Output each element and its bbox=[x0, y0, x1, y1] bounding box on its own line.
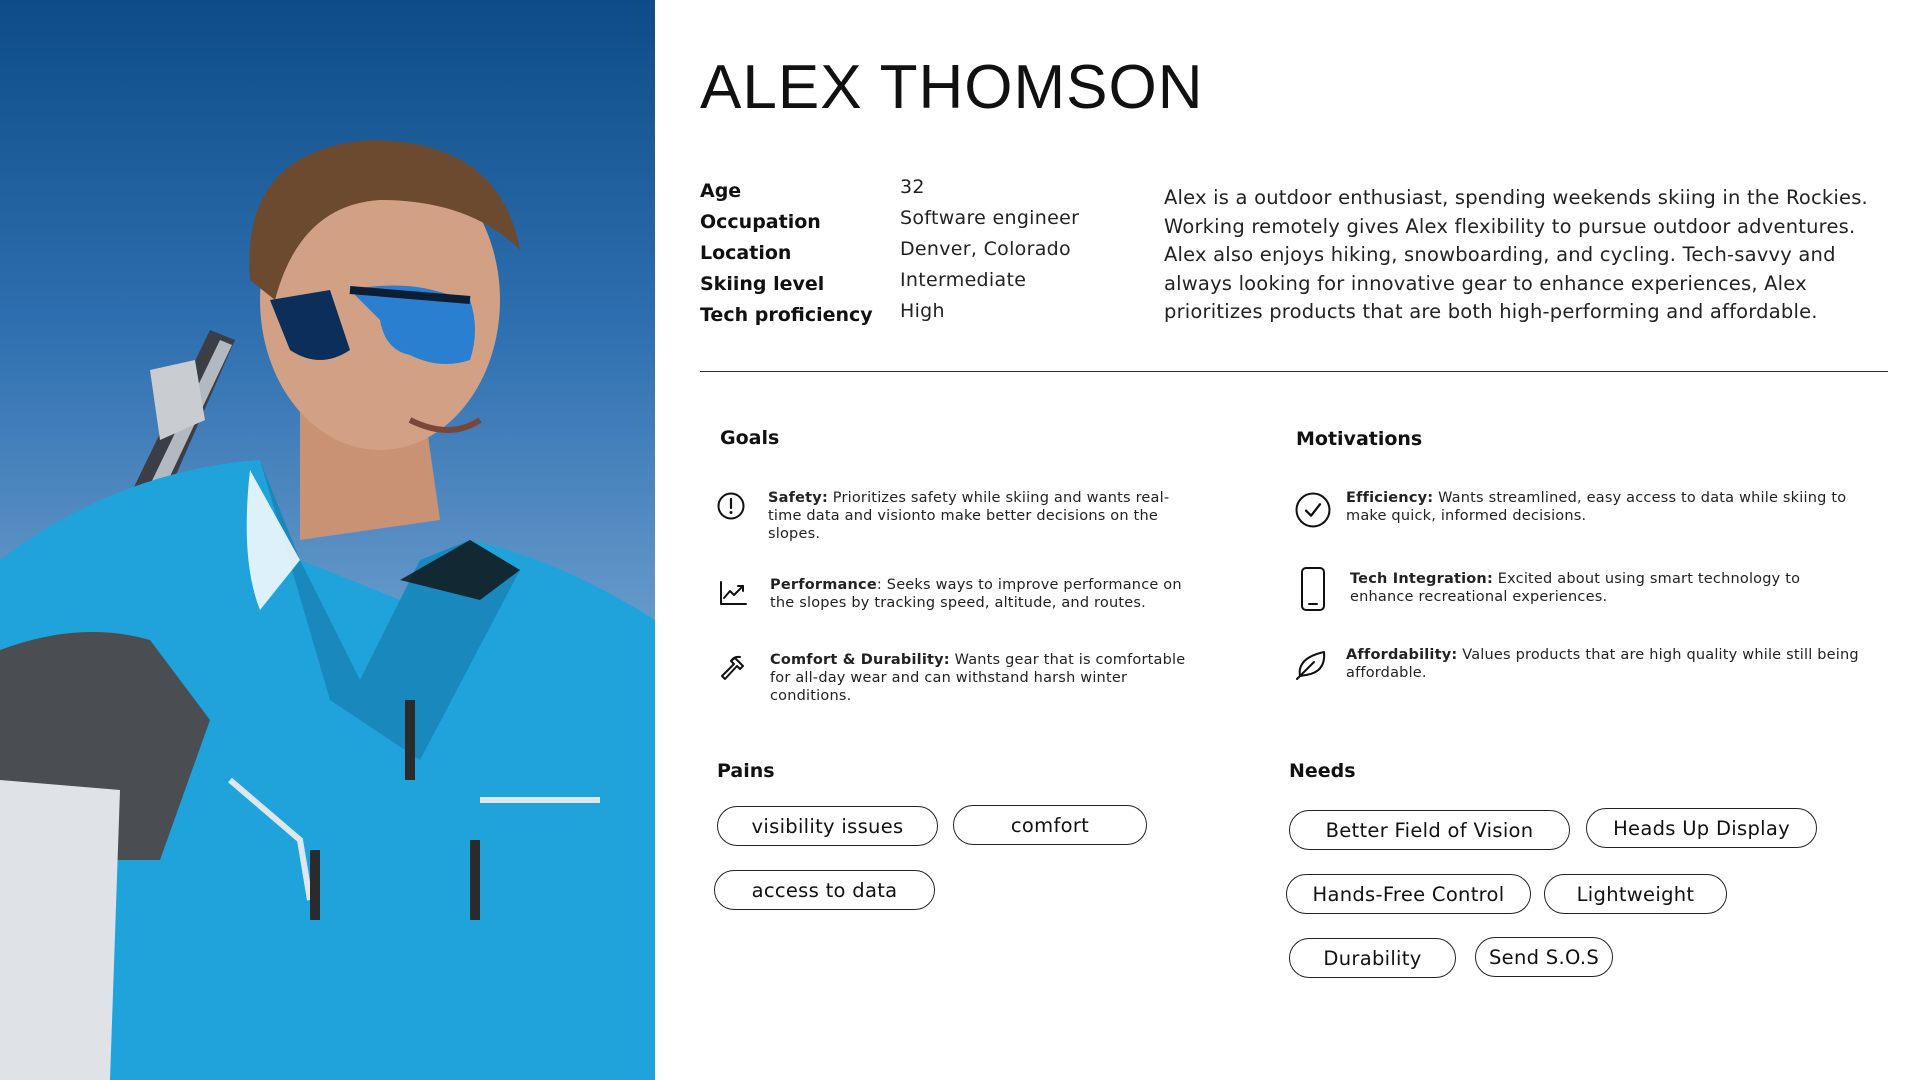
goal-description: Prioritizes safety while skiing and wants real-time data and visionto make better decisions on the slopes. bbox=[768, 490, 1170, 542]
motivations-title: Motivations bbox=[1296, 428, 1423, 450]
alert-circle-icon bbox=[716, 491, 746, 521]
motivation-text bbox=[1346, 646, 1864, 682]
fact-label: Occupation bbox=[700, 211, 821, 233]
check-circle-icon bbox=[1294, 491, 1332, 529]
goals-title: Goals bbox=[720, 427, 780, 449]
goal-description: Wants gear that is comfortable for all-day wear and can withstand harsh winter conditions. bbox=[770, 652, 1186, 704]
motivation-label: Efficiency: bbox=[1346, 490, 1434, 506]
pains-title: Pains bbox=[717, 760, 775, 782]
goal-text bbox=[768, 489, 1196, 543]
motivation-label: Affordability: bbox=[1346, 647, 1458, 663]
persona-bio: Alex is a outdoor enthusiast, spending weekends skiing in the Rockies. Working remotely gives Alex flexibility to pursue outdoor adventures. Alex also enjoys hiking, snowboarding, and cycling. Tech-savvy and always looking for innovative gear to enhance experiences, Alex prioritizes products that are both high-performing and affordable. bbox=[1164, 186, 1868, 323]
motivation-text bbox=[1346, 489, 1864, 525]
skier-illustration bbox=[0, 0, 655, 1080]
persona-photo bbox=[0, 0, 655, 1080]
fact-value: 32 bbox=[900, 176, 925, 198]
motivation-description: Excited about using smart technology to enhance recreational experiences. bbox=[1350, 571, 1801, 605]
goal-text bbox=[770, 576, 1198, 612]
need-tag: Durability bbox=[1289, 938, 1456, 978]
motivation-item-tech-integration bbox=[1298, 564, 1868, 612]
motivation-item-affordability bbox=[1294, 646, 1864, 682]
goal-label: Comfort & Durability: bbox=[770, 652, 950, 668]
pain-tag: visibility issues bbox=[717, 806, 938, 846]
need-tag: Heads Up Display bbox=[1586, 808, 1817, 848]
motivation-item-efficiency bbox=[1294, 489, 1864, 529]
leaf-icon bbox=[1294, 648, 1328, 682]
need-tag: Hands-Free Control bbox=[1286, 874, 1531, 914]
fact-label: Tech proficiency bbox=[700, 304, 873, 326]
motivation-label: Tech Integration: bbox=[1350, 571, 1493, 587]
fact-value: Software engineer bbox=[900, 207, 1080, 229]
fact-label: Skiing level bbox=[700, 273, 825, 295]
needs-title: Needs bbox=[1289, 760, 1356, 782]
fact-value: Intermediate bbox=[900, 269, 1027, 291]
fact-value: Denver, Colorado bbox=[900, 238, 1071, 260]
pain-tag: access to data bbox=[714, 870, 935, 910]
goal-item-safety bbox=[716, 489, 1196, 543]
motivation-description: Wants streamlined, easy access to data while skiing to make quick, informed decisions. bbox=[1346, 490, 1847, 524]
goal-label: Performance bbox=[770, 577, 877, 593]
trending-chart-icon bbox=[718, 578, 748, 608]
fact-label: Age bbox=[700, 180, 742, 202]
section-divider bbox=[700, 371, 1888, 372]
need-tag: Better Field of Vision bbox=[1289, 810, 1570, 850]
fact-label: Location bbox=[700, 242, 792, 264]
motivation-description: Values products that are high quality while still being affordable. bbox=[1346, 647, 1859, 681]
pain-tag: comfort bbox=[953, 805, 1147, 845]
goal-item-performance bbox=[718, 576, 1198, 612]
goal-text bbox=[770, 651, 1198, 705]
need-tag: Lightweight bbox=[1544, 874, 1727, 914]
persona-name: ALEX THOMSON bbox=[700, 53, 1204, 122]
motivation-text bbox=[1350, 570, 1868, 606]
smartphone-icon bbox=[1298, 566, 1328, 612]
goal-item-comfort bbox=[718, 651, 1198, 705]
hammer-icon bbox=[718, 653, 748, 683]
goal-label: Safety: bbox=[768, 490, 828, 506]
goal-description: : Seeks ways to improve performance on the slopes by tracking speed, altitude, and routes. bbox=[770, 577, 1182, 611]
need-tag: Send S.O.S bbox=[1475, 937, 1613, 977]
fact-value: High bbox=[900, 300, 945, 322]
